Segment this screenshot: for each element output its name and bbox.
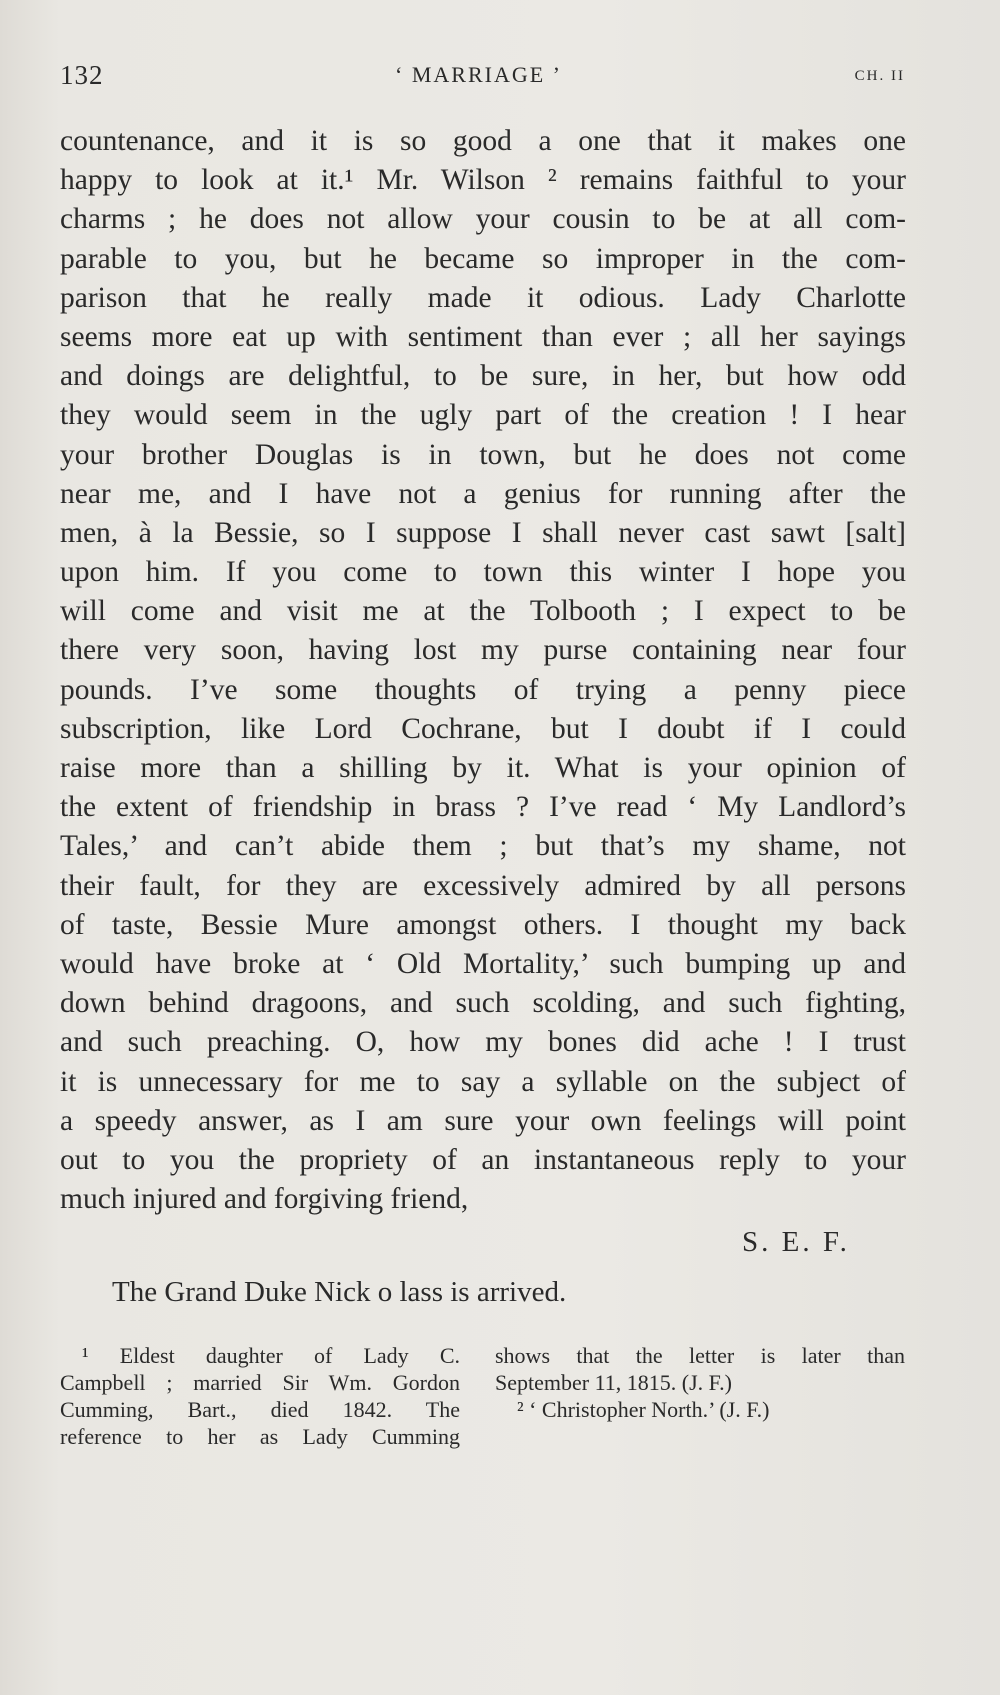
text-line: your brother Douglas is in town, but he does not come: [60, 438, 906, 471]
footnote-line: reference to her as Lady Cumming: [60, 1424, 460, 1449]
running-title: ‘ MARRIAGE ’: [395, 62, 562, 87]
text-line: men, à la Bessie, so I suppose I shall never cast sawt [salt]: [60, 516, 906, 549]
footnote-line: ¹ Eldest daughter of Lady C.: [82, 1343, 460, 1368]
footnote-line: September 11, 1815. (J. F.): [495, 1370, 732, 1395]
text-line: and such preaching. O, how my bones did ache ! I trust: [60, 1026, 906, 1059]
text-line: they would seem in the ugly part of the creation ! I hear: [60, 399, 906, 432]
text-line: of taste, Bessie Mure amongst others. I thought my back: [60, 908, 906, 941]
footnote-line: ² ‘ Christopher North.’ (J. F.): [517, 1397, 770, 1422]
footnote-line: shows that the letter is later than: [495, 1343, 905, 1368]
text-line: charms ; he does not allow your cousin to be at all com-: [60, 203, 906, 236]
text-line: raise more than a shilling by it. What is your opinion of: [60, 752, 906, 784]
text-line: the extent of friendship in brass ? I’ve read ‘ My Landlord’s: [60, 791, 906, 824]
signature: S. E. F.: [742, 1226, 850, 1258]
body-text: [60, 122, 906, 1219]
text-line: parison that he really made it odious. Lady Charlotte: [60, 281, 906, 314]
text-line: out to you the propriety of an instantaneous reply to your: [60, 1143, 906, 1176]
text-line: there very soon, having lost my purse containing near four: [60, 634, 906, 667]
text-line: and doings are delightful, to be sure, in her, but how odd: [60, 360, 906, 393]
text-line: a speedy answer, as I am sure your own feelings will point: [60, 1104, 906, 1137]
text-line: will come and visit me at the Tolbooth ; I expect to be: [60, 595, 906, 628]
footnotes-right-column: [495, 1342, 905, 1423]
chapter-label: CH. II: [854, 68, 905, 84]
text-line: much injured and forgiving friend,: [60, 1183, 469, 1216]
text-line: pounds. I’ve some thoughts of trying a penny piece: [60, 673, 906, 706]
text-line: would have broke at ‘ Old Mortality,’ such bumping up and: [60, 947, 906, 980]
text-line: Tales,’ and can’t abide them ; but that’s my shame, not: [60, 830, 906, 863]
text-line: near me, and I have not a genius for running after the: [60, 477, 906, 510]
footnotes-left-column: [60, 1342, 460, 1450]
footnote-line: Cumming, Bart., died 1842. The: [60, 1397, 460, 1422]
text-line: countenance, and it is so good a one that it makes one: [60, 125, 906, 157]
postscript: The Grand Duke Nick o lass is arrived.: [112, 1276, 567, 1308]
text-line: parable to you, but he became so improper in the com-: [60, 242, 906, 275]
page-number: 132: [60, 60, 104, 90]
text-line: their fault, for they are excessively admired by all persons: [60, 869, 906, 902]
text-line: happy to look at it.¹ Mr. Wilson ² remains faithful to your: [60, 164, 906, 197]
text-line: upon him. If you come to town this winter I hope you: [60, 556, 906, 589]
footnote-line: Campbell ; married Sir Wm. Gordon: [60, 1370, 460, 1395]
text-line: it is unnecessary for me to say a syllable on the subject of: [60, 1065, 906, 1098]
page-header: [60, 60, 905, 100]
text-line: down behind dragoons, and such scolding, and such fighting,: [60, 987, 906, 1020]
text-line: subscription, like Lord Cochrane, but I doubt if I could: [60, 712, 906, 745]
text-line: seems more eat up with sentiment than ever ; all her sayings: [60, 320, 906, 353]
